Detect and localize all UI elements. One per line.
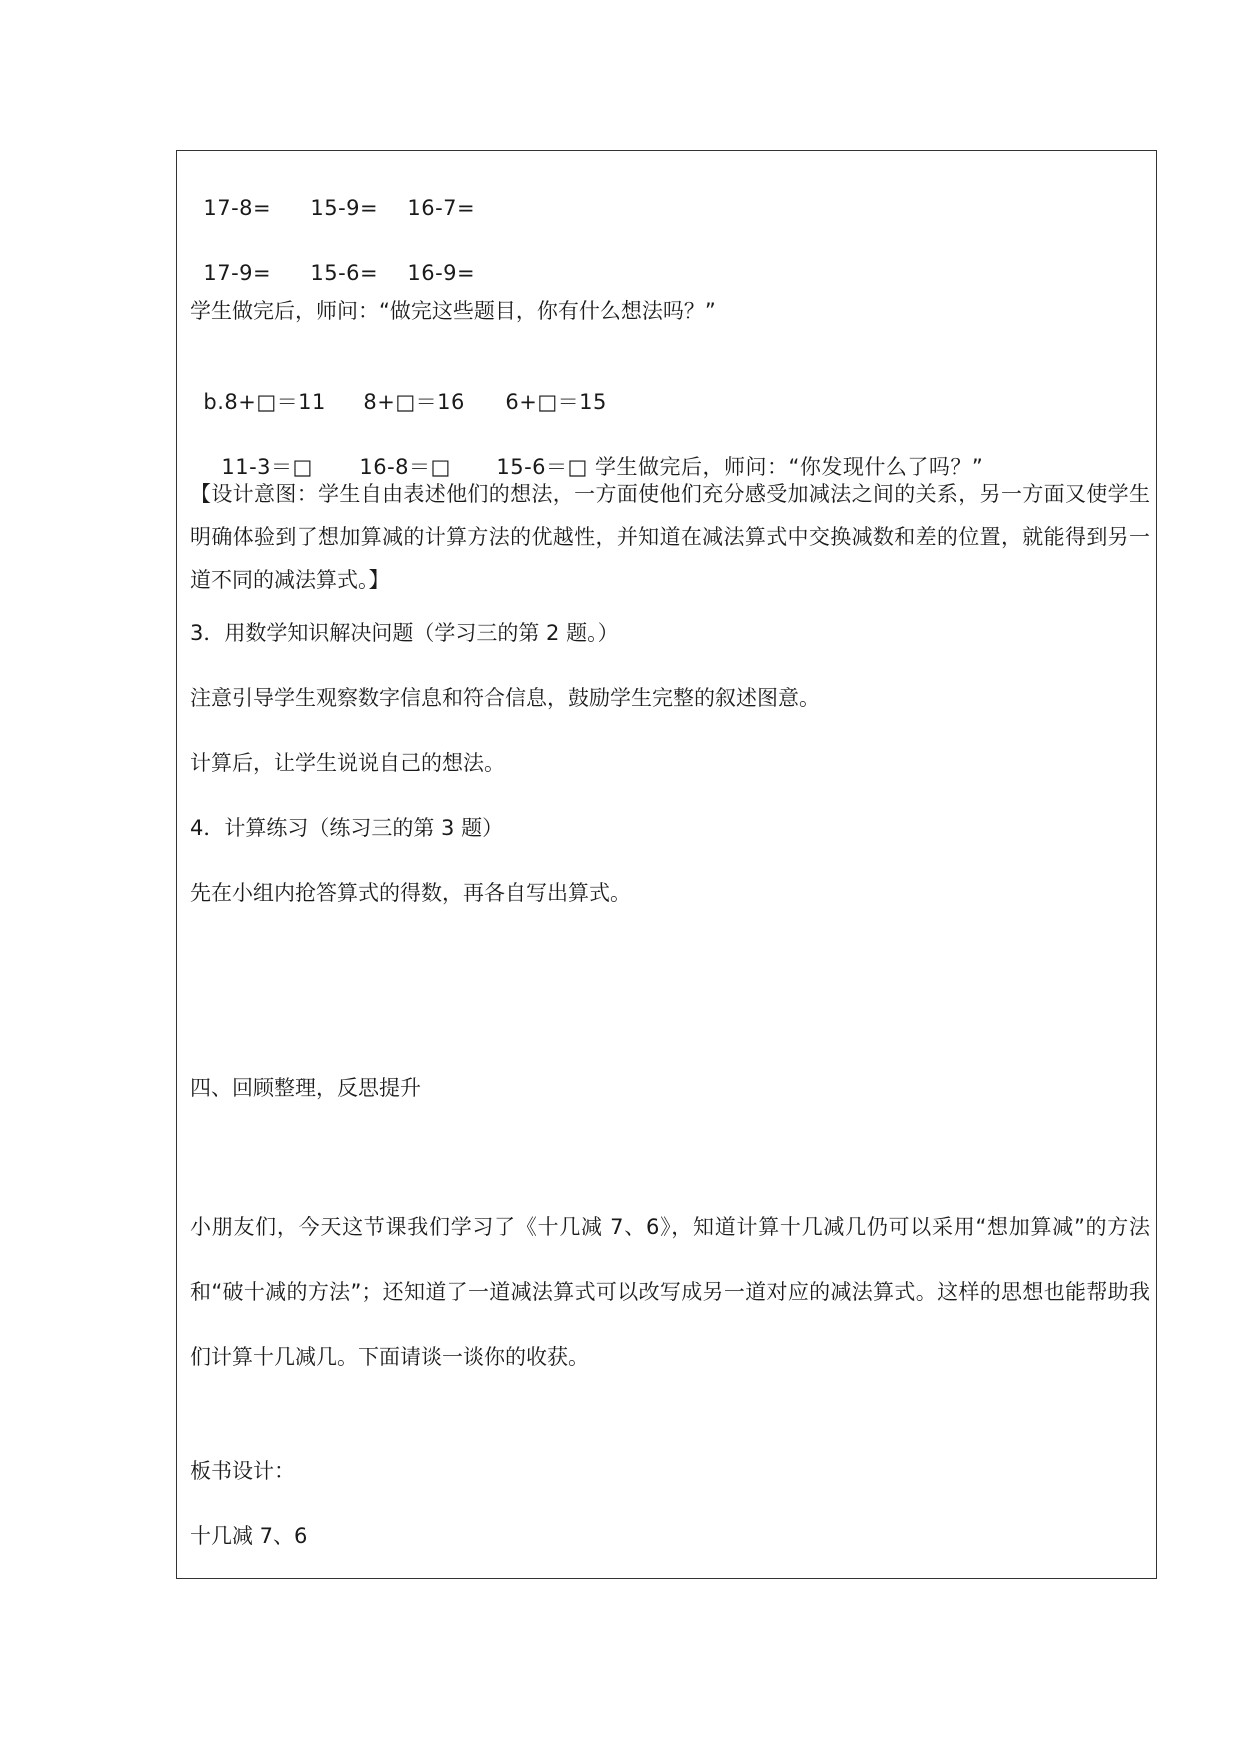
summary: 小朋友们，今天这节课我们学习了《十几减 7、6》，知道计算十几减几仍可以采用“想加算减”的方法和“破十减的方法”；还知道了一道减法算式可以改写成另一道对应的减法算式。这样的思想也能帮助我们计算十几减几。下面请谈一谈你的收获。 bbox=[190, 1215, 1150, 1369]
item-4: 4．计算练习（练习三的第 3 题） bbox=[190, 816, 504, 840]
exercise: 15-6= bbox=[310, 261, 379, 285]
equation: b.8+□＝11 bbox=[203, 390, 326, 414]
exercise: 16-7= bbox=[407, 196, 476, 220]
equation: 8+□＝16 bbox=[363, 390, 465, 414]
item-3-note-1: 注意引导学生观察数字信息和符合信息，鼓励学生完整的叙述图意。 bbox=[190, 686, 820, 710]
exercise-row-2 bbox=[190, 234, 475, 286]
equation: 15-6＝□ 学生做完后，师问：“你发现什么了吗？” bbox=[496, 455, 984, 479]
item-4-note: 先在小组内抢答算式的得数，再各自写出算式。 bbox=[190, 881, 631, 905]
design-intent: 【设计意图：学生自由表述他们的想法，一方面使他们充分感受加减法之间的关系，另一方面又使学生明确体验到了想加算减的计算方法的优越性，并知道在减法算式中交换减数和差的位置，就能得到另一道不同的减法算式。】 bbox=[190, 482, 1150, 592]
exercise-row-1 bbox=[190, 169, 475, 221]
exercise: 16-9= bbox=[407, 261, 476, 285]
item-3: 3．用数学知识解决问题（学习三的第 2 题。） bbox=[190, 621, 619, 645]
question-1: 学生做完后，师问：“做完这些题目，你有什么想法吗？” bbox=[190, 299, 716, 323]
section-4-title: 四、回顾整理，反思提升 bbox=[190, 1076, 421, 1100]
board-label: 板书设计： bbox=[190, 1459, 295, 1483]
equation: 6+□＝15 bbox=[505, 390, 607, 414]
exercise: 17-9= bbox=[203, 261, 272, 285]
item-3-note-2: 计算后，让学生说说自己的想法。 bbox=[190, 751, 505, 775]
exercise: 17-8= bbox=[203, 196, 272, 220]
board-title: 十几减 7、6 bbox=[190, 1524, 308, 1548]
equation: 16-8＝□ bbox=[359, 455, 451, 479]
equation: 11-3＝□ bbox=[221, 455, 313, 479]
b-row-1 bbox=[190, 363, 607, 415]
exercise: 15-9= bbox=[310, 196, 379, 220]
